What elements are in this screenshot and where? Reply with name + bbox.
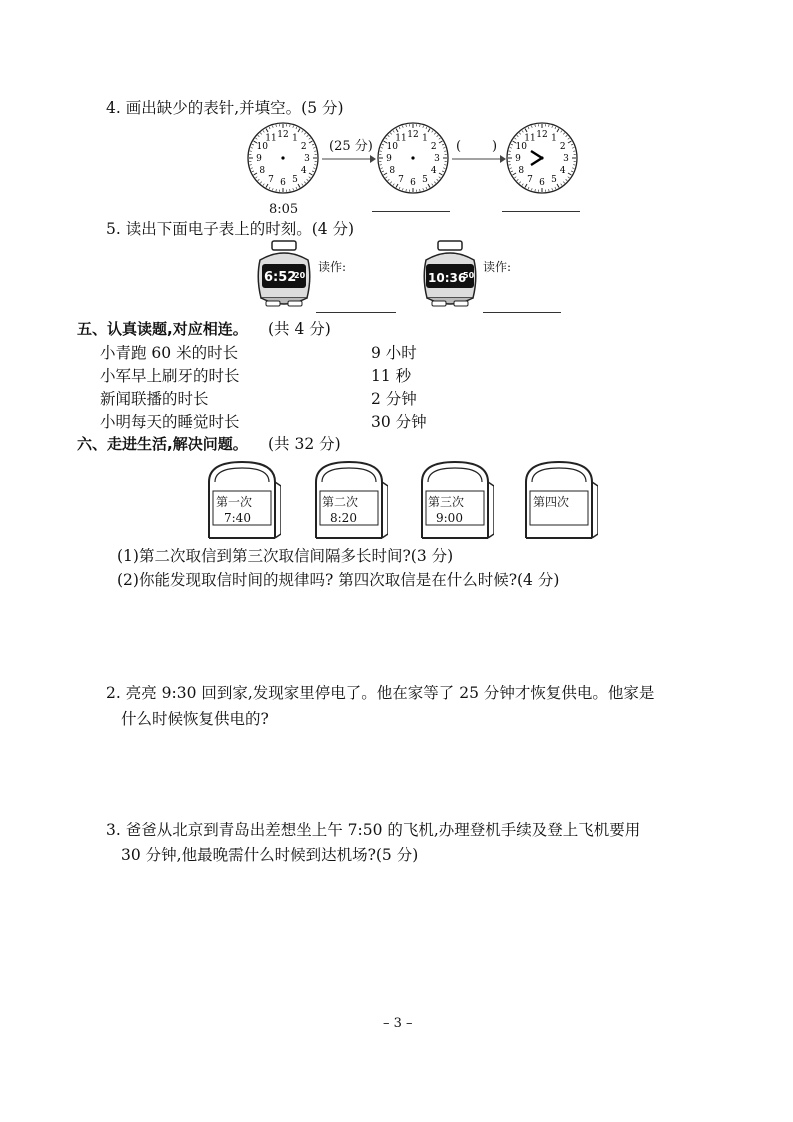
clock-number: 4: [300, 166, 307, 177]
match-left-4[interactable]: 小明每天的睡觉时长: [100, 413, 240, 431]
clock-number: 3: [304, 154, 310, 165]
arrow-2: [452, 154, 506, 164]
clock-number: 8: [389, 166, 396, 177]
clock-number: 9: [256, 154, 262, 165]
answer-line-clock-2[interactable]: [372, 211, 450, 212]
q2-line-2: 什么时候恢复供电的?: [121, 710, 269, 728]
clock-number: 3: [434, 154, 440, 165]
q3-line-1: 3. 爸爸从北京到青岛出差想坐上午 7:50 的飞机,办理登机手续及登上飞机要用: [106, 821, 641, 839]
section-5-title: 五、认真读题,对应相连。: [77, 320, 248, 338]
clock-number: 5: [292, 174, 298, 185]
arrow1-label: (25 分): [329, 139, 373, 154]
clock-number: 7: [527, 174, 533, 185]
q1-part-1: (1)第二次取信到第三次取信间隔多长时间?(3 分): [117, 547, 454, 565]
mailbox-1-label: 第一次: [216, 495, 253, 509]
match-right-3[interactable]: 2 分钟: [371, 390, 417, 408]
clock-1: [245, 120, 321, 196]
page-number: – 3 –: [383, 1016, 413, 1031]
clock-number: 6: [539, 178, 545, 189]
section-5-points: (共 4 分): [268, 320, 331, 338]
watch-2-seconds: 50: [463, 271, 475, 280]
arrow2-label-close: ): [492, 139, 498, 154]
clock-number: 5: [551, 174, 557, 185]
mailbox-3-time: 9:00: [436, 511, 463, 525]
clock-3: [504, 120, 580, 196]
clock-number: 11: [265, 133, 277, 144]
clock-number: 11: [524, 133, 536, 144]
answer-line-clock-3[interactable]: [502, 211, 580, 212]
match-right-4[interactable]: 30 分钟: [371, 413, 427, 431]
arrow-1: [322, 154, 376, 164]
mailbox-2-label: 第二次: [322, 495, 359, 509]
watch-1-seconds: 20: [294, 271, 306, 280]
start-time: 8:05: [269, 202, 299, 217]
clock-number: 2: [300, 142, 307, 153]
clock-number: 1: [292, 133, 298, 144]
clock-number: 1: [551, 133, 557, 144]
match-left-2[interactable]: 小军早上刷牙的时长: [100, 367, 240, 385]
arrow2-label-open: (: [456, 139, 462, 154]
q3-line-2: 30 分钟,他最晚需什么时候到达机场?(5 分): [121, 846, 419, 864]
clock-number: 12: [536, 130, 548, 141]
watch-2-read-label: 读作:: [483, 260, 512, 274]
q4-title: 4. 画出缺少的表针,并填空。(5 分): [106, 99, 344, 117]
clock-number: 2: [430, 142, 437, 153]
q2-line-1: 2. 亮亮 9:30 回到家,发现家里停电了。他在家等了 25 分钟才恢复供电。他家是: [106, 684, 655, 702]
mailbox-1-time: 7:40: [224, 511, 251, 525]
watch-2-time: 10:36: [428, 271, 467, 285]
match-left-3[interactable]: 新闻联播的时长: [100, 390, 209, 408]
answer-line-watch-2[interactable]: [483, 312, 561, 313]
clock-2: [375, 120, 451, 196]
answer-line-watch-1[interactable]: [316, 312, 396, 313]
match-right-2[interactable]: 11 秒: [371, 367, 412, 385]
q5-title: 5. 读出下面电子表上的时刻。(4 分): [106, 220, 355, 238]
match-right-1[interactable]: 9 小时: [371, 344, 417, 362]
clock-number: 8: [259, 166, 266, 177]
clock-number: 11: [395, 133, 407, 144]
clock-number: 1: [422, 133, 428, 144]
section-6-points: (共 32 分): [268, 435, 341, 453]
clock-number: 12: [407, 130, 419, 141]
clock-number: 8: [518, 166, 525, 177]
mailbox-2-time: 8:20: [330, 511, 357, 525]
clock-number: 5: [422, 174, 428, 185]
mailbox-4-label: 第四次: [533, 495, 570, 509]
watch-1-time: 6:52: [264, 270, 297, 285]
clock-number: 10: [386, 142, 398, 153]
clock-number: 2: [559, 142, 566, 153]
section-6-title: 六、走进生活,解决问题。: [77, 435, 248, 453]
clock-number: 12: [277, 130, 289, 141]
clock-number: 9: [515, 154, 521, 165]
mailbox-3-label: 第三次: [428, 495, 465, 509]
clock-number: 9: [386, 154, 392, 165]
clock-number: 10: [515, 142, 527, 153]
clock-number: 10: [256, 142, 268, 153]
clock-number: 7: [268, 174, 274, 185]
q1-part-2: (2)你能发现取信时间的规律吗? 第四次取信是在什么时候?(4 分): [117, 571, 560, 589]
clock-number: 3: [563, 154, 569, 165]
watch-1-read-label: 读作:: [318, 260, 347, 274]
match-left-1[interactable]: 小青跑 60 米的时长: [100, 344, 239, 362]
clock-number: 4: [559, 166, 566, 177]
clock-number: 6: [280, 178, 286, 189]
clock-number: 6: [410, 178, 416, 189]
clock-number: 4: [430, 166, 437, 177]
clock-number: 7: [398, 174, 404, 185]
